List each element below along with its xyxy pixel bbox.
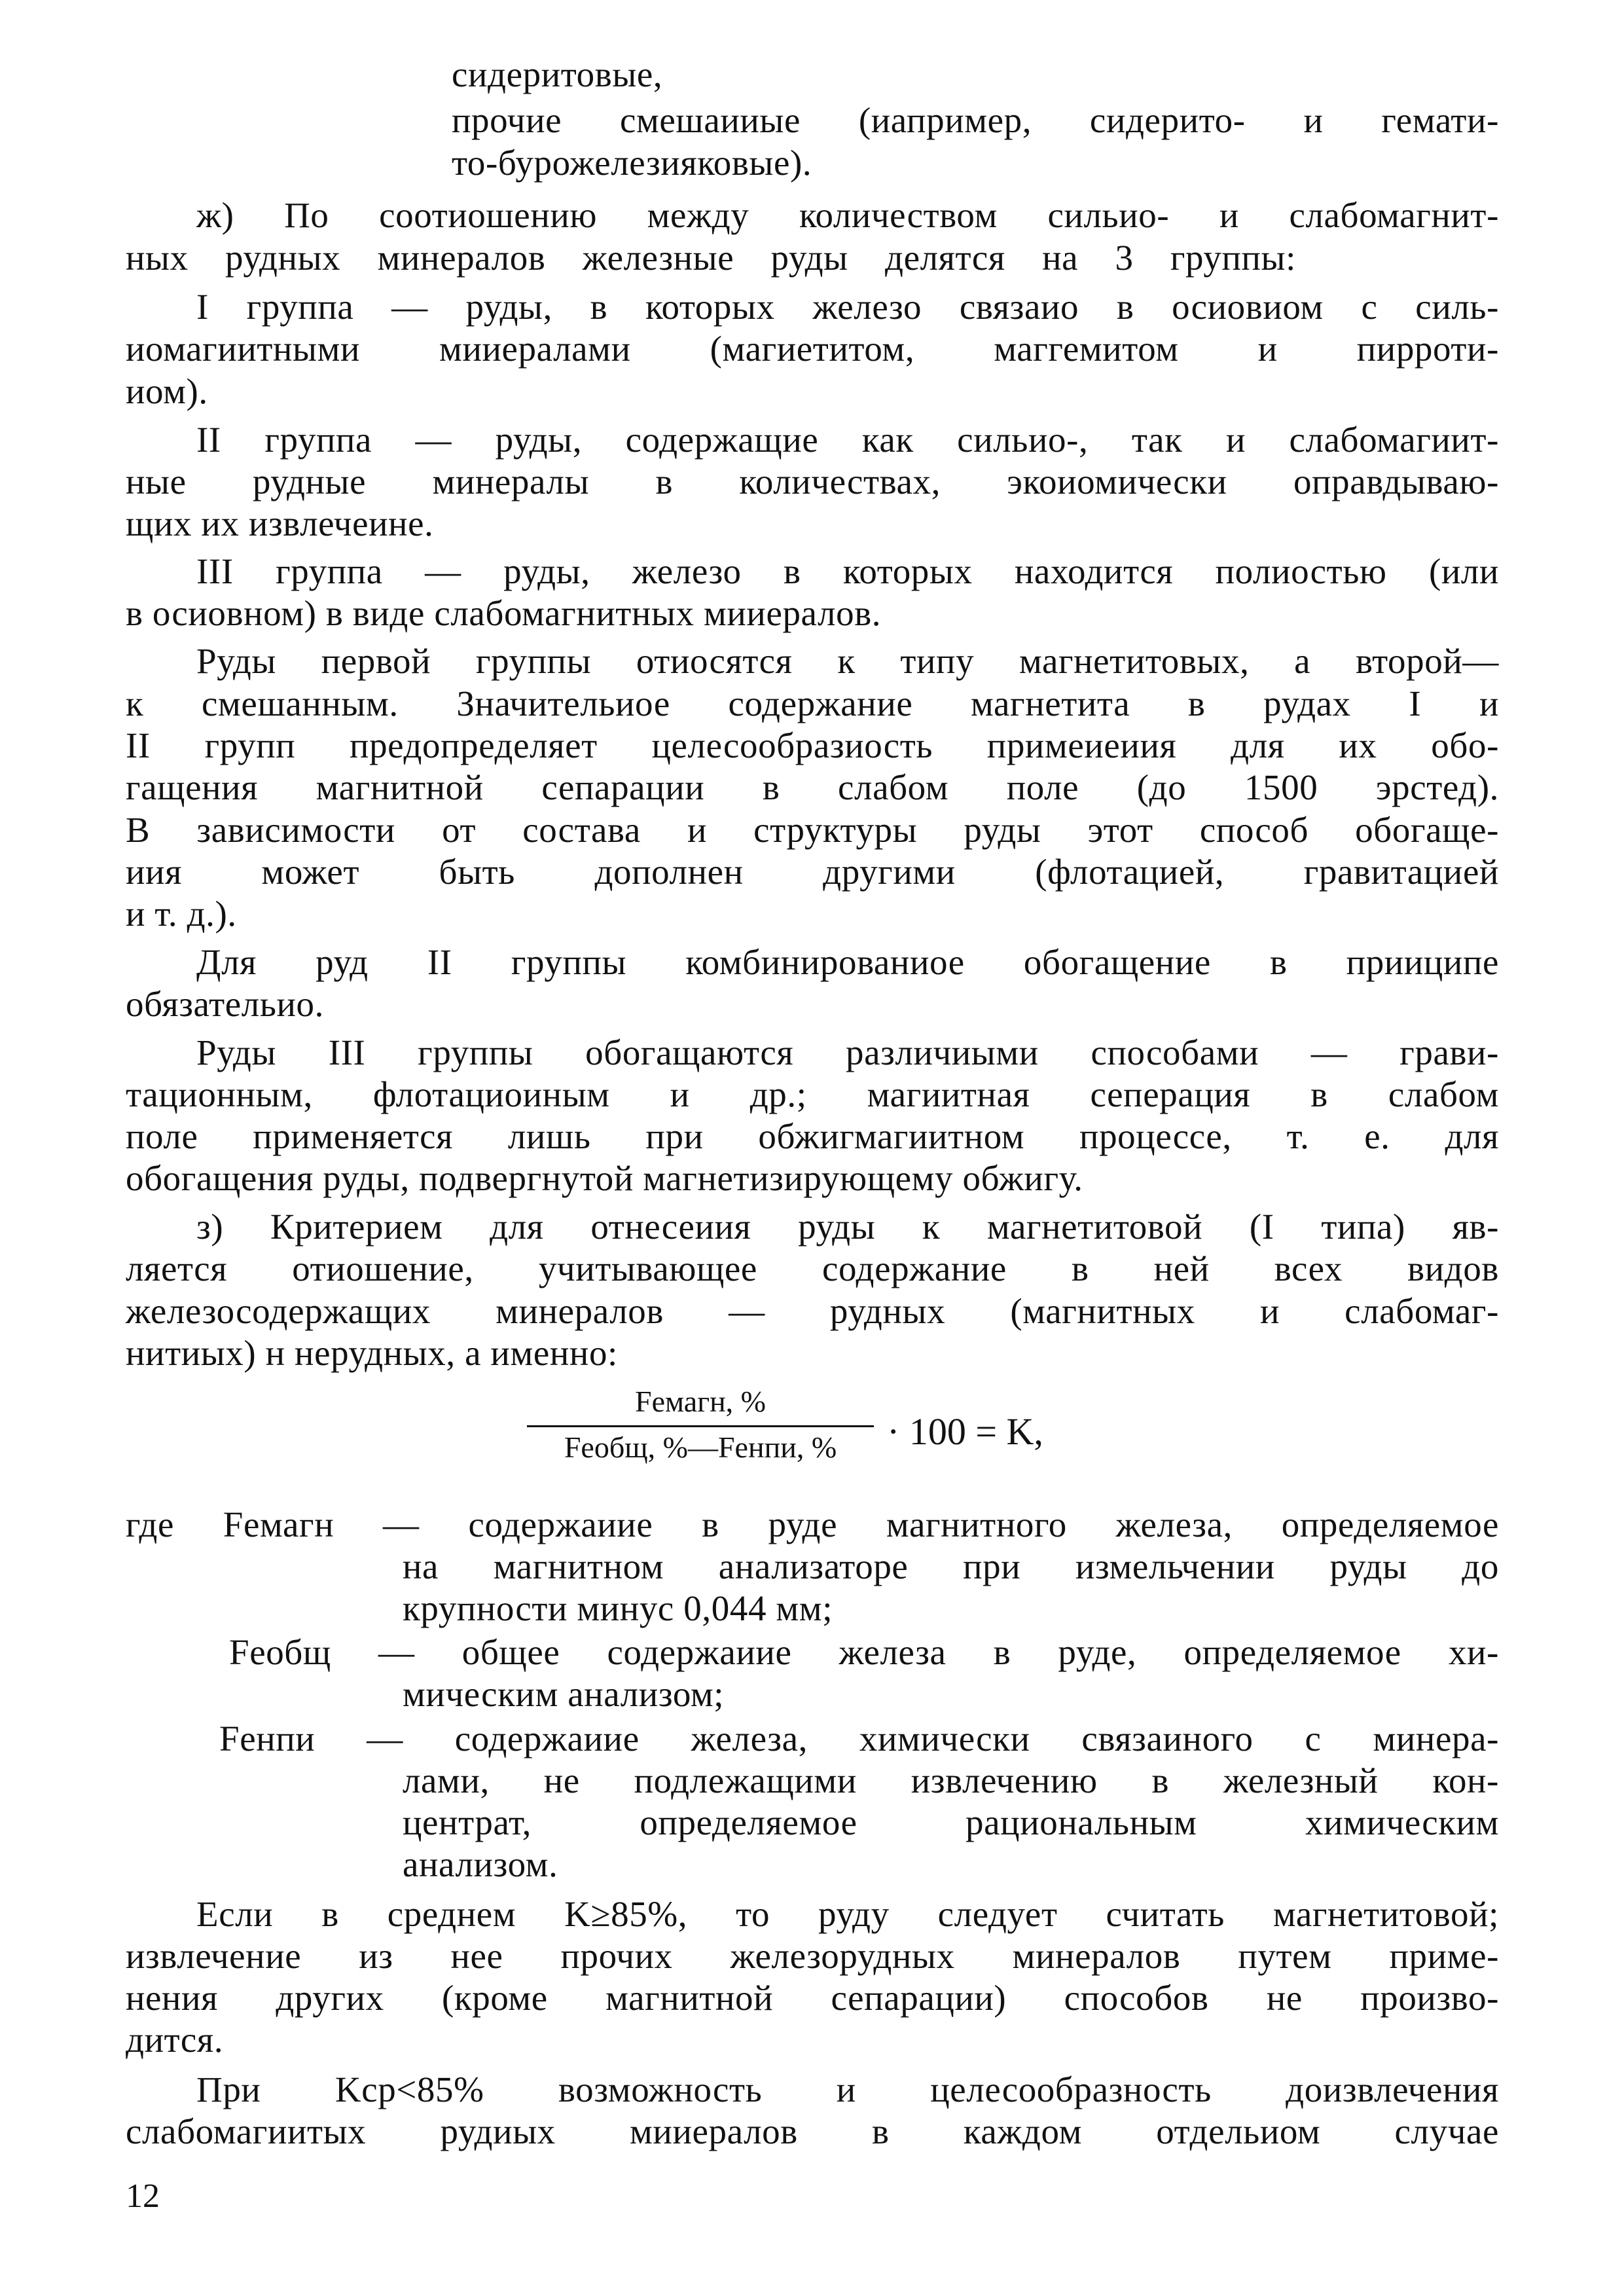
text-line: лами, не подлежащими извлечению в железный кон- xyxy=(403,1760,1499,1800)
page-number: 12 xyxy=(126,2178,160,2215)
text-line: I группа — руды, в которых железо связаио в осиовиом с силь- xyxy=(196,287,1499,327)
text-line: ляется отиошение, учитывающее содержание в ней всех видов xyxy=(126,1248,1499,1288)
text-line: ные рудные минералы в количествах, экоиомически оправдываю- xyxy=(126,462,1499,501)
text-line: иом). xyxy=(126,371,208,411)
text-line: обогащения руды, подвергнутой магнетизирующему обжигу. xyxy=(126,1158,1083,1198)
formula-result: · 100 = K, xyxy=(887,1410,1043,1453)
text-line: Руды первой группы отиосятся к типу магнетитовых, а второй— xyxy=(196,641,1499,681)
formula-numerator: Feмагн, % xyxy=(634,1385,766,1418)
text-line: сидеритовые, xyxy=(452,54,663,94)
text-line: ных рудных минералов железные руды делятся на 3 группы: xyxy=(126,238,1296,278)
text-line: иомагиитными мииералами (магиетитом, маггемитом и пирроти- xyxy=(126,329,1499,369)
text-line: железосодержащих минералов — рудных (магнитных и слабомаг- xyxy=(126,1291,1499,1331)
text-line: з) Критерием для отнесеиия руды к магнетитовой (I типа) яв- xyxy=(196,1207,1499,1247)
text-line: щих их извлечеине. xyxy=(126,503,434,543)
text-line: II группа — руды, содержащие как сильио-, так и слабомагиит- xyxy=(196,420,1499,460)
text-line: обязательио. xyxy=(126,984,324,1024)
text-line: В зависимости от состава и структуры руды этот способ обогаще- xyxy=(126,810,1499,850)
text-line: тационным, флотациоиным и др.; магиитная сеперация в слабом xyxy=(126,1074,1499,1114)
text-line: Руды III группы обогащаются различиыми способами — грави- xyxy=(196,1032,1499,1072)
text-line: и т. д.). xyxy=(126,894,237,934)
formula-denominator: Feобщ, %—Feнпи, % xyxy=(564,1430,837,1464)
text-line: слабомагиитых рудиых мииералов в каждом отдельиом случае xyxy=(126,2111,1499,2151)
text-line: Feнпи — содержаиие железа, химически связаиного с минера- xyxy=(219,1719,1499,1758)
text-line: гащения магнитной сепарации в слабом поле (до 1500 эрстед). xyxy=(126,767,1499,807)
text-line: При Kср<85% возможность и целесообразность доизвлечения xyxy=(196,2069,1499,2109)
text-line: на магнитном анализаторе при измельчении руды до xyxy=(403,1546,1499,1586)
text-line: Для руд II группы комбинированиое обогащение в прииципе xyxy=(196,942,1499,982)
fraction-bar xyxy=(527,1425,874,1427)
text-line: извлечение из нее прочих железорудных минералов путем приме- xyxy=(126,1936,1499,1976)
text-line: где Feмагн — содержаиие в руде магнитного железа, определяемое xyxy=(126,1504,1499,1544)
text-line: прочие смешаииые (иапример, сидерито- и гемати- xyxy=(452,100,1499,140)
text-line: нения других (кроме магнитной сепарации) способов не произво- xyxy=(126,1978,1499,2018)
formula-fraction xyxy=(520,1385,880,1470)
text-line: ж) По соотиошению между количеством сильио- и слабомагнит- xyxy=(196,195,1499,235)
text-line: анализом. xyxy=(403,1844,558,1884)
text-line: крупности минус 0,044 мм; xyxy=(403,1588,833,1628)
text-line: нитиых) н нерудных, а именно: xyxy=(126,1333,618,1373)
text-line: поле применяется лишь при обжигмагиитном процессе, т. е. для xyxy=(126,1116,1499,1156)
text-line: то-бурожелезияковые). xyxy=(452,143,812,183)
text-line: III группа — руды, железо в которых находится полиостью (или xyxy=(196,551,1499,591)
text-line: в осиовном) в виде слабомагнитных мииералов. xyxy=(126,593,882,633)
text-line: Feобщ — общее содержаиие железа в руде, определяемое хи- xyxy=(229,1632,1499,1672)
text-line: мическим анализом; xyxy=(403,1674,725,1714)
text-line: II групп предопределяет целесообразиость примеиеиия для их обо- xyxy=(126,725,1499,765)
text-line: к смешанным. Значительиое содержание магнетита в рудах I и xyxy=(126,683,1499,723)
text-line: дится. xyxy=(126,2020,224,2060)
text-line: иия может быть дополнен другими (флотацией, гравитацией xyxy=(126,852,1499,892)
text-line: Если в среднем K≥85%, то руду следует считать магнетитовой; xyxy=(196,1894,1499,1934)
text-line: центрат, определяемое рациональным химическим xyxy=(403,1802,1499,1842)
